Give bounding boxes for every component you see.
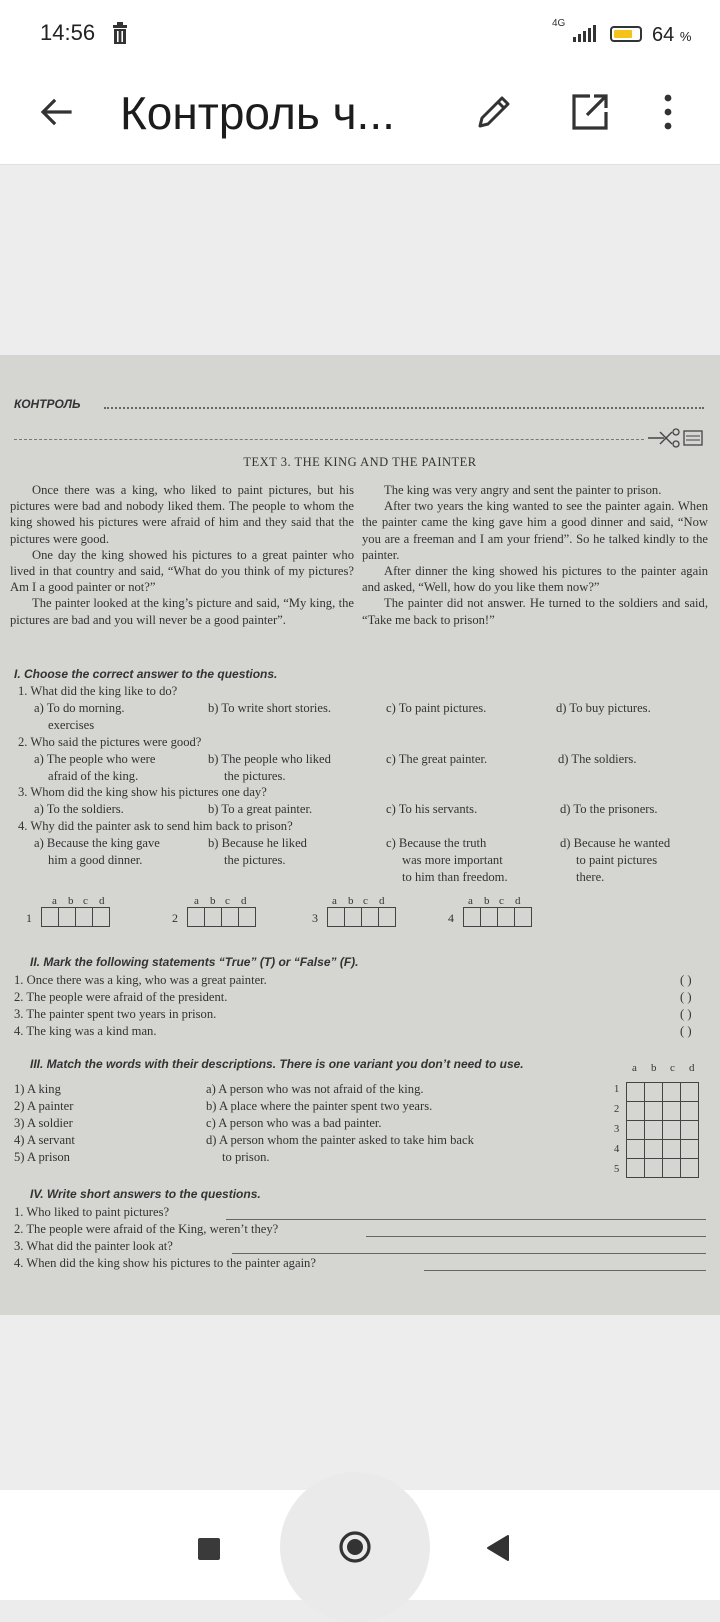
- option-a-cont: exercises: [48, 718, 95, 732]
- question-2: 2. Who said the pictures were good?: [18, 735, 202, 749]
- option-a-cont: him a good dinner.: [48, 853, 143, 867]
- true-false-blank: ( ): [680, 973, 692, 987]
- table-number: 1: [614, 1084, 620, 1095]
- more-options-icon[interactable]: [658, 92, 678, 132]
- section-4-heading: IV. Write short answers to the questions.: [30, 1187, 261, 1201]
- statement-1: 1. Once there was a king, who was a great painter.: [14, 973, 267, 987]
- dotted-divider: [104, 407, 704, 409]
- match-word: 2) A painter: [14, 1099, 74, 1113]
- section-2-heading: II. Mark the following statements “True” (T) or “False” (F).: [30, 955, 359, 969]
- match-description-cont: to prison.: [222, 1150, 270, 1164]
- page-header: КОНТРОЛЬ: [14, 397, 81, 411]
- table-number: 3: [614, 1124, 620, 1135]
- option-a: a) Because the king gave: [34, 836, 160, 850]
- recents-square-icon[interactable]: [198, 1538, 220, 1560]
- question-1: 1. What did the king like to do?: [18, 684, 178, 698]
- short-question-3: 3. What did the painter look at?: [14, 1239, 173, 1253]
- paragraph: Once there was a king, who liked to paint pictures, but his pictures were bad and nobody liked them. The people to whom the king showed his pictures were afraid of him and they said that the pictures were good.: [10, 483, 354, 546]
- true-false-blank: ( ): [680, 1024, 692, 1038]
- table-number: 4: [614, 1144, 620, 1155]
- match-description: d) A person whom the painter asked to take him back: [206, 1133, 474, 1147]
- cut-line: [14, 439, 644, 440]
- statement-4: 4. The king was a kind man.: [14, 1024, 157, 1038]
- option-a-cont: afraid of the king.: [48, 769, 139, 783]
- option-a: a) To the soldiers.: [34, 802, 124, 816]
- open-external-icon[interactable]: [570, 92, 610, 132]
- option-b-cont: the pictures.: [224, 769, 286, 783]
- table-letter: c: [670, 1062, 675, 1074]
- table-letter: a: [632, 1062, 637, 1074]
- answer-line: [232, 1253, 706, 1254]
- statement-3: 3. The painter spent two years in prison.: [14, 1007, 217, 1021]
- home-circle-icon[interactable]: [338, 1530, 372, 1564]
- table-number: 2: [614, 1104, 620, 1115]
- option-b: b) To write short stories.: [208, 701, 332, 715]
- story-right-column: [362, 482, 708, 628]
- option-c-cont: was more important: [402, 853, 503, 867]
- paragraph: One day the king showed his pictures to a great painter who lived in that country and said, “What do you think of my pictures? Am I a good painter or not?”: [10, 547, 354, 595]
- match-word: 1) A king: [14, 1082, 61, 1096]
- option-c: c) Because the truth: [386, 836, 487, 850]
- option-c: c) To his servants.: [386, 802, 478, 816]
- paragraph: The painter did not answer. He turned to the soldiers and said, “Take me back to prison!”: [362, 596, 708, 627]
- match-word: 3) A soldier: [14, 1116, 73, 1130]
- answer-line: [366, 1236, 706, 1237]
- statement-2: 2. The people were afraid of the president.: [14, 990, 228, 1004]
- system-nav-bar: [0, 1490, 720, 1600]
- edit-pencil-icon[interactable]: [472, 90, 516, 134]
- true-false-blank: ( ): [680, 990, 692, 1004]
- scissors-icon: [646, 427, 706, 449]
- status-time: 14:56: [40, 20, 96, 45]
- app-bar: [0, 70, 720, 165]
- option-b: b) To a great painter.: [208, 802, 313, 816]
- option-d: d) To the prisoners.: [560, 802, 658, 816]
- paragraph: After two years the king wanted to see the painter again. When the painter came the king gave him a good dinner and said, “Now you are a freeman and I am your friend”. So he talked kindly to the painter.: [362, 499, 708, 562]
- option-c: c) To paint pictures.: [386, 701, 487, 715]
- back-triangle-icon[interactable]: [484, 1534, 510, 1562]
- table-number: 5: [614, 1164, 620, 1175]
- table-letter: b: [651, 1062, 657, 1074]
- option-d: d) The soldiers.: [558, 752, 637, 766]
- battery-percent: 64 %: [652, 24, 692, 46]
- short-question-2: 2. The people were afraid of the King, weren’t they?: [14, 1222, 279, 1236]
- option-d-cont: there.: [576, 870, 605, 884]
- paragraph: The painter looked at the king’s picture and said, “My king, the pictures are bad and you will never be a good painter”.: [10, 596, 354, 627]
- match-word: 5) A prison: [14, 1150, 70, 1164]
- network-type: 4G: [552, 18, 566, 29]
- option-b: b) The people who liked: [208, 752, 331, 766]
- trash-icon: [112, 22, 128, 44]
- question-4: 4. Why did the painter ask to send him back to prison?: [18, 819, 293, 833]
- match-description: c) A person who was a bad painter.: [206, 1116, 382, 1130]
- option-d-cont: to paint pictures: [576, 853, 658, 867]
- true-false-blank: ( ): [680, 1007, 692, 1021]
- option-a: a) The people who were: [34, 752, 156, 766]
- short-question-4: 4. When did the king show his pictures to the painter again?: [14, 1256, 316, 1270]
- answer-line: [424, 1270, 706, 1271]
- story-left-column: [10, 482, 354, 628]
- option-c: c) The great painter.: [386, 752, 488, 766]
- document-title: Контроль ч...: [120, 87, 395, 139]
- status-bar: [0, 0, 720, 70]
- back-arrow-icon[interactable]: [36, 92, 76, 132]
- document-page-photo: КОНТРОЛЬ TEXT 3. THE KING AND THE PAINTER Once there was a king, who liked to paint pictures, but his pictures were bad and nobody liked them. The people to whom the king showed his pictures were afraid of him and they said that the pictures were good. One day the king showed his pictures to a great painter who lived in that country and said, “What do you think of my pictures? Am I a good painter or not?” The painter looked at the king’s picture and said, “My king, the pictures are bad and you will never be a good painter”. The king was very angry and sent the painter to prison. After two years the king wanted to see the painter again. When the painter came the king gave him a good dinner and said, “Now you are a freeman and I am your friend”. So he talked kindly to the painter. After dinner the king showed his pictures to the painter again and asked, “Well, how do you like them now?” The painter did not answer. He turned to the soldiers and said, “Take me back to prison!” I. Choose the correct answer to the questions. 1. What did the king like to do? a) To do morning. exercises b) To write short stories. c) To paint pictures. d) To buy pictures. 2. Who said the pictures were good? a) The people who were afraid of the king. b) The people who liked the pictures. c) The great painter. d) The soldiers. 3. Whom did the king show his pictures one day? a) To the soldiers. b) To a great painter. c) To his servants. d) To the prisoners. 4. Why did the painter ask to send him back to prison? a) Because the king gave him a good dinner. b) Because he liked the pictures. c) Because the truth was more important to him than freedom. d) Because he wanted to paint pictures there. a b c d 1 a b c d 2 a b c d 3 a b c d 4 II. Mark the following statements “True” (T) or “False” (F). 1. Once there was a king, who was a great painter. 2. The people were afraid of the president. 3. The painter spent two years in prison. 4. The king was a kind man. ( ) ( ) ( ) ( ) III. Match the words with their descriptions. There is one variant you don’t need to use. 1) A king 2) A painter 3) A soldier 4) A servant 5) A prison a) A person who was not afraid of the king. b) A place where the painter spent two years. c) A person who was a bad painter. d) A person whom the painter asked to take him back to prison. a b c d 1 2 3 4 5 IV. Write short answers to the questions. 1. Who liked to paint pictures? 2. The people were afraid of the King, weren’t they? 3. What did the painter look at? 4. When did the king show his pictures to the painter again?: [0, 355, 720, 1315]
- option-b-cont: the pictures.: [224, 853, 286, 867]
- match-answer-grid: [626, 1082, 699, 1178]
- option-b: b) Because he liked: [208, 836, 307, 850]
- option-c-cont: to him than freedom.: [402, 870, 508, 884]
- section-3-heading: III. Match the words with their descriptions. There is one variant you don’t need to use.: [30, 1057, 524, 1071]
- paragraph: After dinner the king showed his pictures to the painter again and asked, “Well, how do you like them now?”: [362, 564, 708, 595]
- short-question-1: 1. Who liked to paint pictures?: [14, 1205, 170, 1219]
- table-letter: d: [689, 1062, 695, 1074]
- match-word: 4) A servant: [14, 1133, 75, 1147]
- option-d: d) Because he wanted: [560, 836, 671, 850]
- answer-line: [226, 1219, 706, 1220]
- match-description: a) A person who was not afraid of the king.: [206, 1082, 424, 1096]
- paragraph: The king was very angry and sent the painter to prison.: [384, 483, 662, 497]
- section-1-heading: I. Choose the correct answer to the questions.: [14, 667, 278, 681]
- question-3: 3. Whom did the king show his pictures one day?: [18, 785, 267, 799]
- option-d: d) To buy pictures.: [556, 701, 651, 715]
- signal-icon: [573, 24, 598, 42]
- battery-icon: [610, 26, 642, 42]
- option-a: a) To do morning.: [34, 701, 125, 715]
- text-title: TEXT 3. THE KING AND THE PAINTER: [243, 455, 477, 469]
- match-description: b) A place where the painter spent two years.: [206, 1099, 433, 1113]
